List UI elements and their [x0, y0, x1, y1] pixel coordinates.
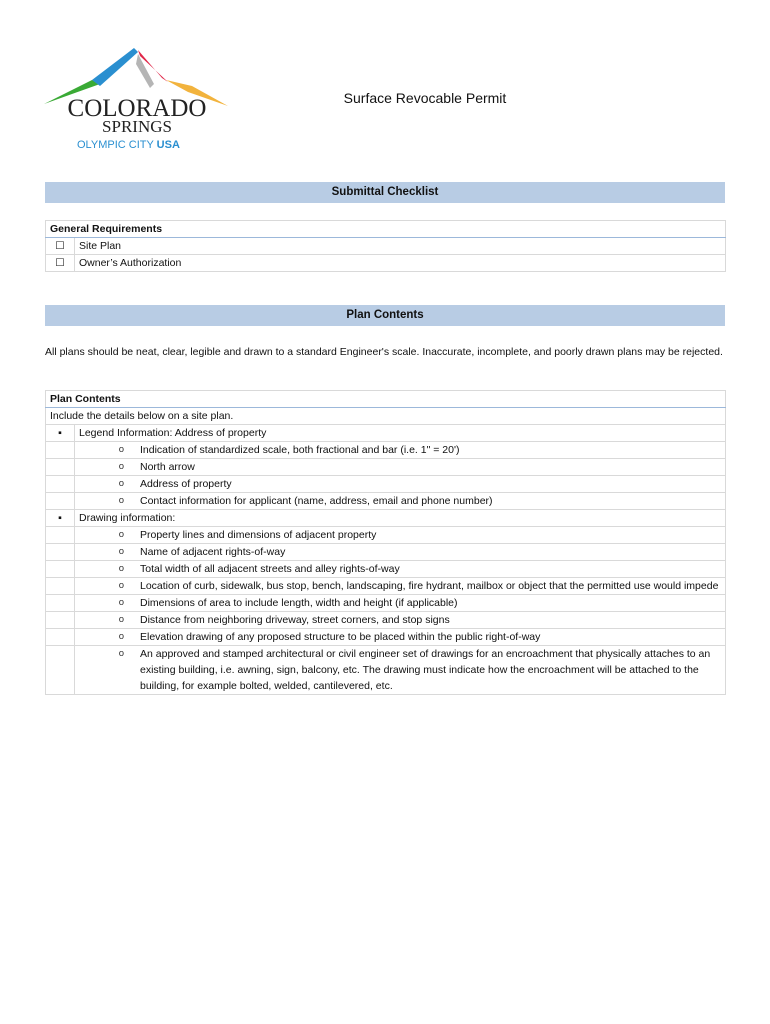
square-bullet-icon: ▪ [46, 510, 75, 527]
table-row [46, 238, 726, 255]
list-item: North arrow [140, 461, 195, 473]
circle-bullet-icon: o [118, 461, 124, 472]
table-row [46, 510, 726, 527]
list-item: Distance from neighboring driveway, street corners, and stop signs [140, 614, 450, 626]
list-item: Elevation drawing of any proposed structure to be placed within the public right-of-way [140, 631, 541, 643]
svg-text:COLORADO: COLORADO [67, 95, 207, 122]
circle-bullet-icon: o [118, 478, 124, 489]
table-row [46, 442, 726, 459]
table-row [46, 493, 726, 510]
table-row [46, 578, 726, 595]
plan-intro: Include the details below on a site plan. [46, 408, 726, 425]
checkbox[interactable]: ☐ [46, 255, 75, 272]
circle-bullet-icon: o [118, 580, 124, 591]
list-item: Indication of standardized scale, both fractional and bar (i.e. 1" = 20') [140, 444, 460, 456]
list-item: Total width of all adjacent streets and alley rights-of-way [140, 563, 400, 575]
square-bullet-icon: ▪ [46, 425, 75, 442]
intro-paragraph: All plans should be neat, clear, legible and drawn to a standard Engineer's scale. Inaccurate, incomplete, and poorly drawn plans may be rejected. [45, 346, 723, 358]
group-label: Drawing information: [75, 510, 726, 527]
circle-bullet-icon: o [118, 631, 124, 642]
circle-bullet-icon: o [118, 597, 124, 608]
submittal-checklist-header: Submittal Checklist [45, 182, 725, 203]
table-row [46, 459, 726, 476]
colorado-springs-logo [42, 44, 232, 154]
circle-bullet-icon: o [118, 495, 124, 506]
list-item: Property lines and dimensions of adjacent property [140, 529, 377, 541]
plan-contents-table-header: Plan Contents [46, 391, 726, 408]
table-row [46, 544, 726, 561]
table-row [46, 612, 726, 629]
circle-bullet-icon: o [118, 648, 124, 659]
list-item: Contact information for applicant (name, address, email and phone number) [140, 495, 493, 507]
list-item: Location of curb, sidewalk, bus stop, bench, landscaping, fire hydrant, mailbox or object that the permitted use would impede [140, 580, 719, 592]
checkbox[interactable]: ☐ [46, 238, 75, 255]
plan-contents-table [45, 390, 726, 695]
circle-bullet-icon: o [118, 614, 124, 625]
table-row [46, 425, 726, 442]
table-row [46, 595, 726, 612]
svg-text:SPRINGS: SPRINGS [102, 117, 172, 136]
table-row [46, 255, 726, 272]
table-row [46, 629, 726, 646]
general-requirements-table [45, 220, 726, 272]
circle-bullet-icon: o [118, 529, 124, 540]
checklist-item-site-plan: Site Plan [75, 238, 726, 255]
page-title: Surface Revocable Permit [343, 90, 507, 106]
checklist-item-owners-authorization: Owner’s Authorization [75, 255, 726, 272]
plan-contents-header: Plan Contents [45, 305, 725, 326]
circle-bullet-icon: o [118, 444, 124, 455]
list-item: Dimensions of area to include length, width and height (if applicable) [140, 597, 458, 609]
svg-text:OLYMPIC CITY USA: OLYMPIC CITY USA [77, 139, 180, 151]
circle-bullet-icon: o [118, 563, 124, 574]
table-row [46, 476, 726, 493]
general-requirements-header: General Requirements [46, 221, 726, 238]
list-item: Name of adjacent rights-of-way [140, 546, 286, 558]
list-item: Address of property [140, 478, 232, 490]
table-row [46, 527, 726, 544]
table-row [46, 646, 726, 695]
list-item: An approved and stamped architectural or civil engineer set of drawings for an encroachment that physically attaches to an existing building, i.e. awning, sign, balcony, etc. The drawing must indicate how the encroachment will be attached to the building, for example bolted, welded, cantilevered, etc. [140, 648, 711, 692]
group-label: Legend Information: Address of property [75, 425, 726, 442]
circle-bullet-icon: o [118, 546, 124, 557]
table-row [46, 561, 726, 578]
